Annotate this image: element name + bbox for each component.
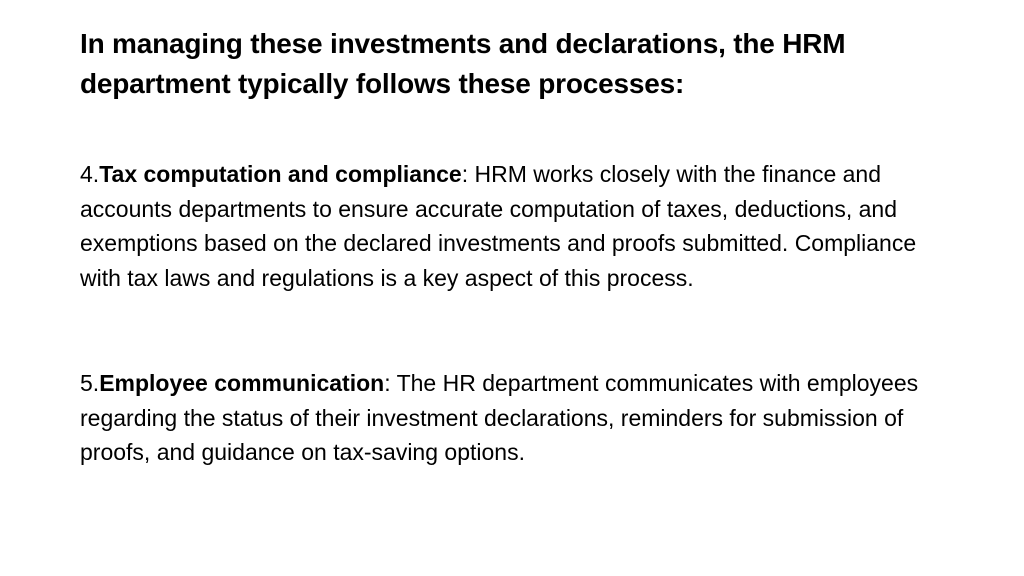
item-number: 4.: [80, 161, 100, 187]
process-item-4: [80, 157, 950, 295]
process-item-5: [80, 366, 950, 470]
item-body: The HR department communicates with employees regarding the status of their investment declarations, reminders for submission of proofs, and guidance on tax-saving options.: [80, 370, 919, 466]
item-number: 5.: [80, 370, 100, 396]
item-heading: Employee communication: [99, 370, 385, 396]
item-separator: :: [461, 161, 469, 187]
slide-title: In managing these investments and declarations, the HRM department typically follows these processes:: [80, 28, 846, 99]
item-separator: :: [384, 370, 391, 396]
item-body: HRM works closely with the finance and accounts departments to ensure accurate computation of taxes, deductions, and exemptions based on the declared investments and proofs submitted. Compliance with tax laws and regulations is a key aspect of this process.: [80, 161, 917, 291]
item-heading: Tax computation and compliance: [99, 161, 462, 187]
